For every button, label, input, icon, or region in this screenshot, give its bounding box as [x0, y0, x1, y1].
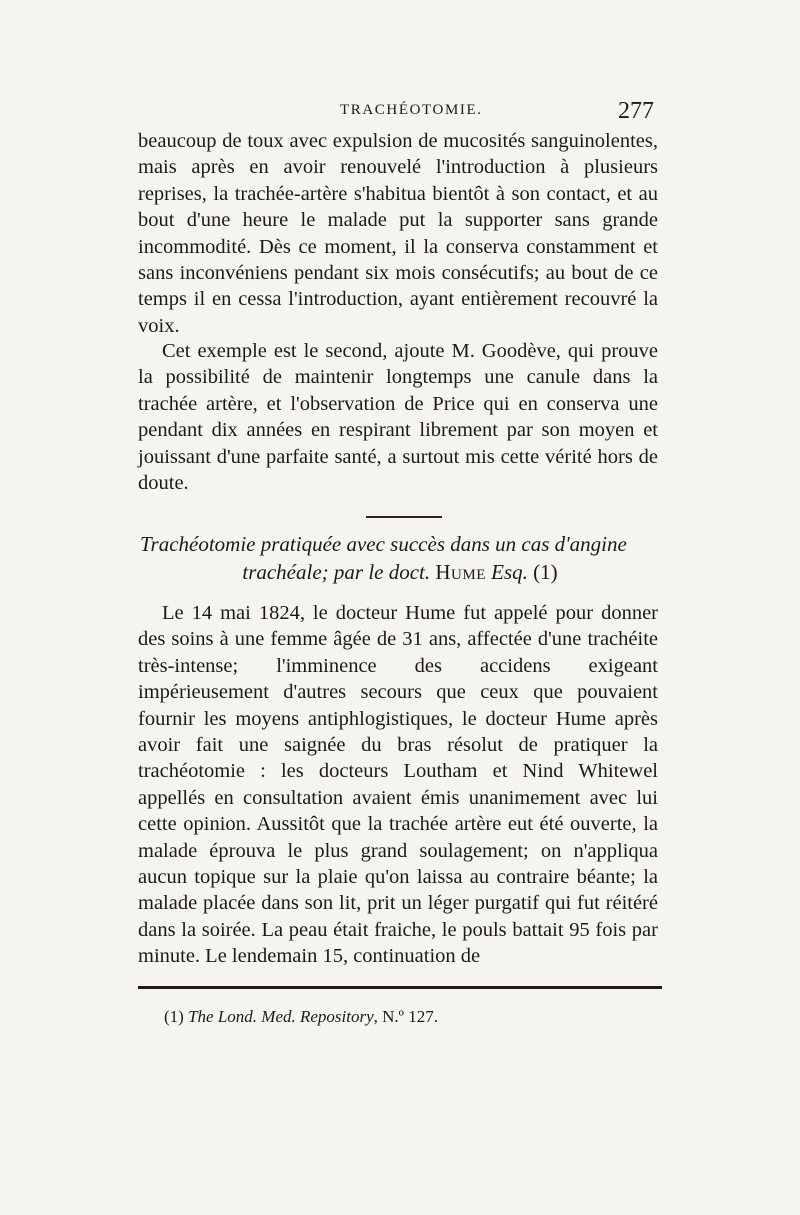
paragraph-3-text: Le 14 mai 1824, le docteur Hume fut appelé pour donner des soins à une femme âgée de 31 ans, affectée d'une trachéite très-intense; l'imminence des accidens exigeant impérieusement d'autres secours que ceux que pouvaient fournir les moyens antiphlogistiques, le docteur Hume après avoir fait une saignée du bras résolut de pratiquer la trachéotomie : les docteurs Loutham et Nind Whitewel appellés en consultation avaient émis unanimement avec lui cette opinion. Aussitôt que la trachée artère eut été ouverte, la malade éprouva le plus grand soulagement; on n'appliqua aucun topique sur la plaie qu'on laissa au contraire béante; la malade placée dans son lit, prit un léger purgatif qui fut réitéré dans la soirée. La peau était fraiche, le pouls battait 95 fois par minute. Le lendemain 15, continuation de [138, 602, 658, 968]
paragraph-goodeve [138, 338, 658, 496]
heading-line-2-start: trachéale; par le doct. [242, 560, 431, 584]
paragraph-2-text: Cet exemple est le second, ajoute M. Goodève, qui prouve la possibilité de maintenir longtemps une canule dans la trachée artère, et l'observation de Price qui en conserva une pendant dix années en respirant librement par son moyen et jouissant d'une parfaite santé, a surtout mis cette vérité hors de doute. [138, 340, 658, 495]
running-title: TRACHÉOTOMIE. [340, 102, 483, 118]
heading-line-1: Trachéotomie pratiquée avec succès dans un cas d'angine [140, 532, 627, 556]
paragraph-continued [138, 128, 658, 339]
heading-author: Hume [435, 560, 486, 584]
paragraph-hume-case [138, 600, 658, 970]
heading-line-2 [140, 558, 660, 586]
footnote-rule [138, 986, 662, 989]
section-heading [140, 530, 660, 586]
heading-esq: Esq. [491, 560, 528, 584]
heading-note-ref: (1) [533, 560, 558, 584]
running-head [0, 98, 800, 128]
footnote-source: The Lond. Med. Repository [188, 1007, 374, 1026]
paragraph-1-text: beaucoup de toux avec expulsion de mucosités sanguinolentes, mais après en avoir renouvelé l'introduction à plusieurs reprises, la trachée-artère s'habitua bientôt à son contact, et au bout d'une heure le malade put la supporter sans grande incommodité. Dès ce moment, il la conserva constamment et sans inconvéniens pendant six mois consécutifs; au bout de ce temps il en cessa l'introduction, ayant entièrement recouvré la voix. [138, 130, 658, 337]
footnote-number: , N.º 127. [373, 1007, 438, 1026]
footnote-marker: (1) [164, 1007, 184, 1026]
page-number: 277 [618, 98, 654, 124]
section-divider [366, 516, 442, 518]
footnote [164, 1006, 438, 1028]
